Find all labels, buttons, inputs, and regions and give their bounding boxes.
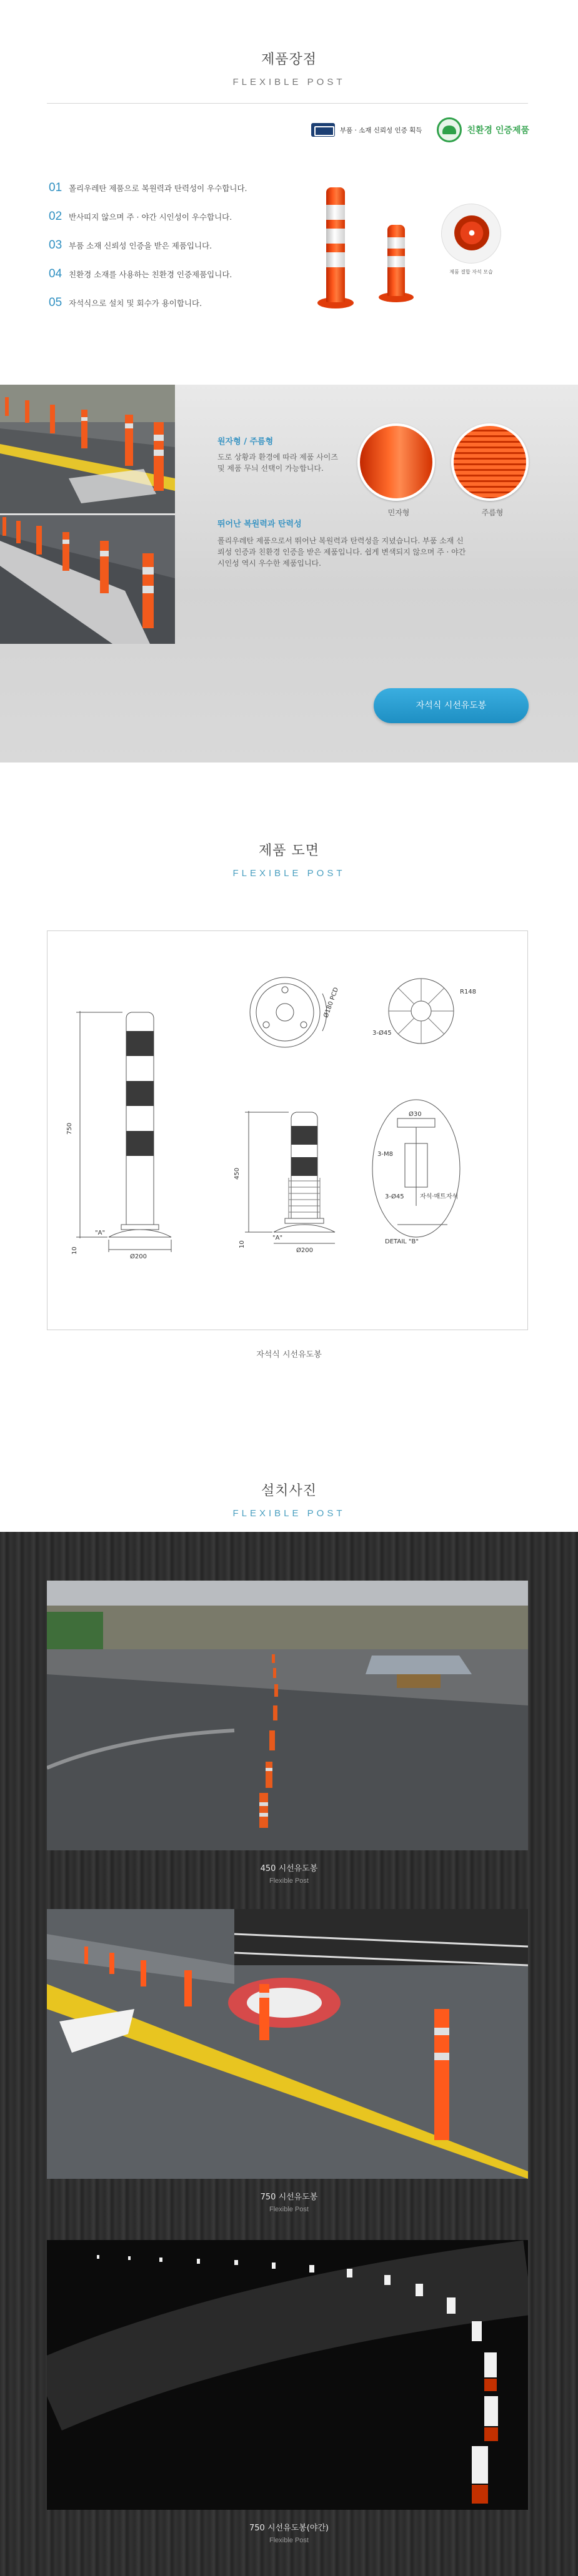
install-photo-750-night-image bbox=[47, 2240, 528, 2510]
feature-item bbox=[49, 289, 247, 317]
info-section bbox=[0, 385, 578, 762]
feature-number: 03 bbox=[49, 239, 62, 252]
reliability-badge-label: 부품 · 소재 신뢰성 인증 획득 bbox=[339, 126, 422, 134]
plain-type-label: 민자형 bbox=[387, 508, 410, 517]
magnet-icon bbox=[454, 215, 489, 250]
dim-10-tall: 10 bbox=[71, 1246, 78, 1255]
dim-10-short: 10 bbox=[239, 1240, 246, 1248]
dim-750: 750 bbox=[66, 1122, 73, 1135]
dim-d30: Ø30 bbox=[409, 1111, 422, 1118]
technical-drawing-svg bbox=[47, 931, 527, 1330]
reliability-logo-icon bbox=[311, 123, 335, 137]
install-caption-450 bbox=[0, 1862, 578, 1885]
eco-logo-icon bbox=[437, 117, 462, 142]
install-photo-750 bbox=[47, 1909, 528, 2179]
photo-title: 750 시선유도봉(야간) bbox=[249, 2524, 329, 2533]
dim-holes-1: 3-Ø45 bbox=[372, 1030, 392, 1037]
reflective-band bbox=[326, 205, 345, 220]
feature-number: 01 bbox=[49, 181, 62, 194]
technical-drawing bbox=[47, 930, 528, 1330]
short-post bbox=[387, 225, 405, 296]
product-illustration bbox=[312, 181, 519, 318]
install-caption-750 bbox=[0, 2190, 578, 2213]
install-photo-450-image bbox=[47, 1581, 528, 1850]
feature-item bbox=[49, 202, 247, 231]
features-header bbox=[0, 49, 578, 87]
info-block-1 bbox=[217, 435, 342, 474]
feature-text: 친환경 소재를 사용하는 친환경 인증제품입니다. bbox=[69, 270, 232, 279]
drawing-title: 제품 도면 bbox=[258, 843, 319, 859]
ribbed-type-label: 주름형 bbox=[481, 508, 504, 517]
detail-b-note: 자석·매트자석 bbox=[420, 1193, 459, 1200]
road-photo bbox=[0, 385, 175, 644]
photo-subtitle: Flexible Post bbox=[269, 2537, 309, 2544]
feature-number: 02 bbox=[49, 210, 62, 223]
info-text-1: 도로 상황과 환경에 따라 제품 사이즈 및 제품 무늬 선택이 가능합니다. bbox=[217, 453, 338, 473]
feature-item bbox=[49, 174, 247, 202]
dim-ref-a-short: "A" bbox=[272, 1235, 283, 1241]
drawing-caption: 자석식 시선유도봉 bbox=[256, 1350, 322, 1360]
install-photos-section bbox=[0, 1532, 578, 2576]
install-title: 설치사진 bbox=[261, 1483, 317, 1499]
install-caption-750-night bbox=[0, 2521, 578, 2544]
info-block-2 bbox=[217, 517, 467, 569]
install-photo-750-night bbox=[47, 2240, 528, 2510]
feature-text: 반사띠지 않으며 주 · 야간 시인성이 우수합니다. bbox=[69, 212, 232, 222]
reflective-band bbox=[326, 229, 345, 244]
info-heading-1: 원자형 / 주름형 bbox=[217, 437, 274, 447]
photo-title: 450 시선유도봉 bbox=[260, 1864, 318, 1873]
reflective-band bbox=[387, 256, 405, 267]
feature-number: 05 bbox=[49, 296, 62, 309]
drawing-subtitle: FLEXIBLE POST bbox=[232, 868, 346, 879]
detail-b-label: DETAIL "B" bbox=[385, 1238, 419, 1245]
dim-holes-2: 3-Ø45 bbox=[385, 1193, 404, 1200]
magnet-detail-caption: 제품 결합 자석 모습 bbox=[449, 269, 493, 275]
photo-title: 750 시선유도봉 bbox=[260, 2193, 318, 2202]
feature-number: 04 bbox=[49, 267, 62, 280]
feature-text: 부품 소재 신뢰성 인증을 받은 제품입니다. bbox=[69, 241, 212, 250]
certification-badges bbox=[311, 117, 529, 142]
install-photo-750-image bbox=[47, 1909, 528, 2179]
install-header bbox=[0, 1480, 578, 1519]
dim-450: 450 bbox=[234, 1167, 241, 1180]
reflective-band bbox=[326, 252, 345, 267]
dim-ref-a-tall: "A" bbox=[95, 1230, 106, 1236]
install-subtitle: FLEXIBLE POST bbox=[232, 1508, 346, 1519]
reliability-badge bbox=[311, 123, 422, 137]
dim-m8: 3-M8 bbox=[377, 1151, 393, 1158]
feature-item bbox=[49, 260, 247, 289]
tall-post bbox=[326, 187, 345, 302]
road-photo-illustration bbox=[0, 385, 175, 644]
photo-subtitle: Flexible Post bbox=[269, 2206, 309, 2213]
feature-text: 자석식으로 설치 및 회수가 용이합니다. bbox=[69, 299, 202, 308]
magnet-detail bbox=[441, 204, 501, 264]
magnetic-post-button[interactable]: 자석식 시선유도봉 bbox=[374, 688, 529, 723]
eco-badge bbox=[437, 117, 529, 142]
plain-type-swatch bbox=[357, 423, 435, 501]
feature-item bbox=[49, 231, 247, 260]
ribbed-type-swatch bbox=[451, 423, 529, 501]
drawing-header bbox=[0, 840, 578, 879]
info-heading-2: 뛰어난 복원력과 탄력성 bbox=[217, 520, 302, 529]
feature-text: 폴리우레탄 제품으로 복원력과 탄력성이 우수합니다. bbox=[69, 184, 247, 193]
features-subtitle: FLEXIBLE POST bbox=[232, 77, 346, 87]
features-title: 제품장점 bbox=[261, 52, 317, 67]
features-divider bbox=[47, 103, 528, 104]
photo-subtitle: Flexible Post bbox=[269, 1877, 309, 1885]
dim-r148: R148 bbox=[460, 989, 477, 995]
reflective-band bbox=[387, 237, 405, 249]
install-photo-450 bbox=[47, 1581, 528, 1850]
dim-d200-short: Ø200 bbox=[296, 1247, 313, 1254]
feature-list bbox=[49, 174, 247, 317]
dim-d200-tall: Ø200 bbox=[130, 1253, 147, 1260]
eco-badge-label: 친환경 인증제품 bbox=[467, 126, 529, 136]
dim-d180-pcd: Ø180 PCD bbox=[322, 986, 341, 1019]
info-text-2: 폴리우레탄 제품으로서 뛰어난 복원력과 탄력성을 지녔습니다. 부품 소재 신뢰성 인증과 친환경 인증을 받은 제품입니다. 쉽게 변색되지 않으며 주 · 야간 시인성 역시 우수한 제품입니다. bbox=[217, 536, 466, 568]
